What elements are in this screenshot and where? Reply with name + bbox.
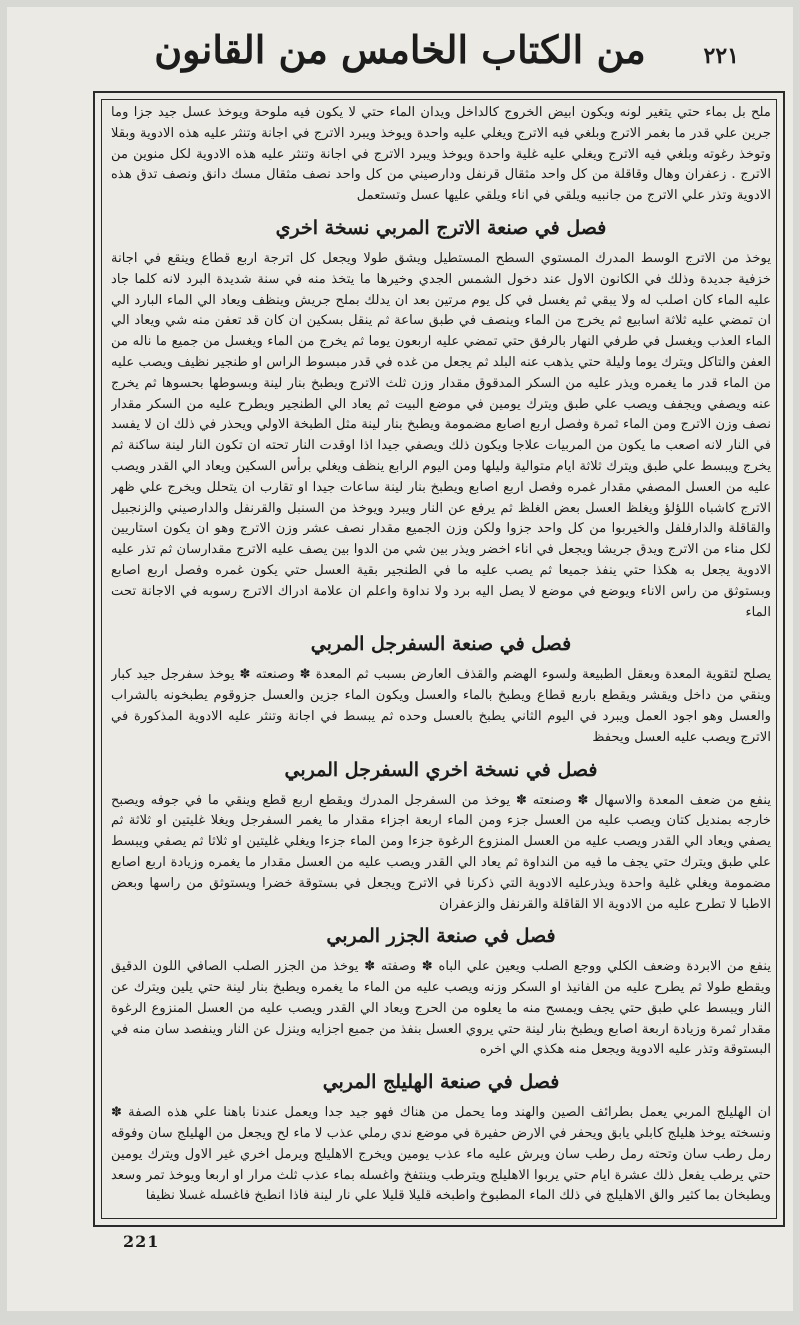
section-5 (111, 1069, 771, 1207)
paragraph: ينفع من ضعف المعدة والاسهال ✽ وصنعته ✽ يوخذ من السفرجل المدرك ويقطع اربع قطع وينقي ما في جوفه ويصبح خارجه بمنديل كتان ويصب عليه من العسل جزء ومن الماء اربعة اجزاء مقدار ما يغمر السفرجل ويغلا غليتين او ثلاثة ثم يصفي ويعاد الي القدر ويصب عليه من العسل المنزوع الرغوة جزءا ومن الماء جزءا ويغلي غليتين او ثلاثا ثم يصفي ويبسط علي طبق ويترك حتي يجف ما فيه من النداوة ثم يعاد الي القدر ويصب عليه من العسل مقدار ما يغمره وزيادة اربع اصابع مضمومة ويغلي غلية واحدة ويذرعليه الادوية التي ذكرنا في الاترج ويجعل في بستوقة خضرا ويستوثق من راسها وبعض الاطبا لا تطرح عليه من الادوية الا القاقلة والقرنفل والزعفران (111, 792, 771, 912)
paragraph: ملح بل بماء حتي يتغير لونه ويكون ابيض الخروج كالداخل ويدان الماء حتي لا يكون فيه ملوحة ويوخذ عسل جيد جزا وما جرين علي قدر ما بغمر الاترج وبلغي فيه الاترج ويغلي عليه واحدة ويوخذ ويبرد الاترج في اجانة وتنثر عليه هذه الادوية وبقلا وتوخذ رغوته وبلغي فيه الاترج ويغلي عليه غلية واحدة ويوخذ ويبرد الاترج في اجانة وتنثر عليه هذه الادوية لكل منوين من الاترج . زعفران وهال وقاقلة من كل واحد مثقال قرنفل ودارصيني من كل واحد نصف مثقال مسك دانق ونصف تدق هذه الادوية وتذر علي الاترج من جانبيه ويلقي في اناء ويلقي عليها عسل وتستعمل (111, 105, 771, 204)
paragraph: ان الهليلج المربي يعمل بطرائف الصين والهند وما يحمل من هناك فهو جيد جدا ويعمل عندنا باهنا علي هذه الصفة ✽ ونسخته يوخذ هليلج كابلي يابق ويحفر في الارض حفيرة في موضع ندي رملي عذب لا ماء لح ويجعل من الهليلج سان وفوقه رمل رطب سان وتحته رمل رطب سان ويرش عليه ماء عذب يومين ويخرج الاهليلج ويرمل اخري غير الاول ويترك يومين حتي يرطب يفعل ذلك عشرة ايام حتي يربوا الاهليلج ويترطب وينتفخ واغسله بماء عذب ثلث مرار او اربعا ويوخذ تمر وسعد ويطبخان بما كثير والق الاهليلج في ذلك الماء المطبوخ واطبخه قليلا قليلا علي نار لينة فاذا انطبخ فاغسله غسلا نظيفا (111, 1105, 771, 1204)
running-title: من الكتاب الخامس من القانون (154, 27, 646, 72)
book-page (7, 7, 793, 1311)
section-heading: فصل في صنعة الاترج المربي نسخة اخري (275, 216, 607, 239)
text-block (111, 103, 771, 1215)
paragraph: يوخذ من الاترج الوسط المدرك المستوي السطح المستطيل ويشق طولا ويجعل كل اترجة اربع قطاع وينقع في اجانة خزفية جديدة وذلك في الكانون الاول عند دخول الشمس الجدي وخيرها ما يتخذ منه في سنة شديدة البرد لانه كلما جاد عليه الماء كان اصلب له ولا يبقي ثم يغسل في كل يوم مرتين بعد ان يدلك بملح جريش وينظف ويعاد الي الماء البارد الي ان تمضي عليه ثلاثة اسابيع ثم يخرج من الماء وينصف في طبق ساعة ثم ينقل بسكين ان كان قد تعفن منه شي ويعاد الي الماء العذب ويغسل في طرفي النهار بالرفق حتي تمضي عليه اربعون يوما ثم يخرج من الماء ويغسل من جميع ما ناله من العفن والتاكل ويترك يوما وليلة حتي يذهب عنه البلد ثم يجعل من غده في قدر مبسوط الراس او طنجير نظيف ويصب عليه من الماء قدر ما يغمره ويذر عليه من السكر المدقوق مقدار وزن ثلث الاترج ويطبخ بنار لينة وبسوطها بحسوها ثم يخرج عنه ويصفي ويجفف ويصب علي طبق ويترك يومين في موضع البيت ثم يعاد الي الطنجير ويطرح عليه من السكر مقدار نصف وزن الاترج ومن الماء ثمرة وفصل اربع اصابع مضمومة ويطبخ بنار لينة مثل الطبخة الاولي ويحذر في ذلك ان لا يفسد في النار لانه اصعب ما يكون من المربيات علاجا ويكون ذلك ويصفي جيدا اذا اوقدت النار تحته ان تكون النار لينة ساكنة ثم يخرج ويبسط علي طبق ويترك ثلاثة ايام متوالية وليلها ومن اليوم الرابع ينظف ويغلي برأس السكين ويعاد الي القدر ويصب عليه من العسل المصفي مقدار غمره وفصل اربع اصابع ويطبخ بنار لينة ساعات جيدا او تقارب ان يتحلل ويخرج علي ظهر الاترج كاشباه اللؤلؤ ويغلظ العسل بعض الغلظ ثم يرفع عن النار ويبرد ويوخذ من السنبل والقرنفل والدارصيني والزنجبيل والقاقلة والدارفلفل والخيربوا من كل واحد جزوا ولكن وزن الجميع مقدار نصف عشر وزن الاترج وهو ان يكون استاريين لكل مناء من الاترج ويدق جريشا ويجعل في اناء اخضر ويذر بين شي من الدوا بين يصف عليه الاترج مقدارسان ثم تذر عليه الادوية يجعل به هكذا حتي ينفذ جميعا ثم يصب عليه ما في الطنجير بقية العسل حتي يكون غمره وفصل اربع اصابع وبستوثق من راس الاناء ويوضع في موضع لا يصل اليه برد ولا نداوة واعلم ان علامة ادراك الاترج رسوبه في الاجانة تحت الماء (111, 250, 771, 620)
section-3 (111, 757, 771, 916)
section-0 (111, 103, 771, 207)
section-heading: فصل في نسخة اخري السفرجل المربي (284, 758, 598, 781)
section-heading: فصل في صنعة السفرجل المربي (310, 633, 572, 656)
section-1 (111, 215, 771, 623)
section-4 (111, 923, 771, 1061)
section-heading: فصل في صنعة الهليلج المربي (322, 1071, 560, 1094)
section-2 (111, 631, 771, 748)
paragraph: ينفع من الابردة وضعف الكلي ووجع الصلب ويعين علي الباه ✽ وصفته ✽ يوخذ من الجزر الصلب الصافي اللون الدقيق ويقطع طولا ثم يطرح عليه من الفانيذ او السكر وزنه ويصب عليه من الماء ما يغمره ويطبخ بنار لينة حتي يلين ويترك عن النار ويبسط علي طبق حتي يجف ويمسح منه ما يعلوه من الحرج ويعاد الي القدر ويصب عليه من العسل المنزوع الرغوة مقدار ثمرة وزيادة اربعة اصابع ويطبخ بنار لينة حتي يروي العسل بنفذ من جميع اجزايه وينزل عن النار وينفصد سان منه في البستوقة وتذر عليه الادوية ويجعل منه هكذي الي اخره (111, 959, 771, 1058)
paragraph: يصلح لتقوية المعدة وبعقل الطبيعة ولسوء الهضم والقذف العارض بسبب ثم المعدة ✽ وصنعته ✽ يوخذ سفرجل جيد كبار وينقي من داخل ويقشر ويقطع باربع قطاع ويطبخ بالماء والعسل ويكون الماء جزين والعسل جزوقوم يطبخونه بالشراب والعسل وهو اجود العمل ويبرد في اليوم الثاني يطبخ بالعسل وحده ثم يبسط في اجانة وتنثر عليه الادوية المذكورة في الاترج ويصب عليه العسل ويحفظ (111, 667, 771, 745)
running-head (47, 21, 753, 81)
folio-number: 221 (123, 1232, 160, 1251)
section-heading: فصل في صنعة الجزر المربي (326, 925, 556, 948)
folio-arabic: ٢٢١ (703, 43, 739, 69)
